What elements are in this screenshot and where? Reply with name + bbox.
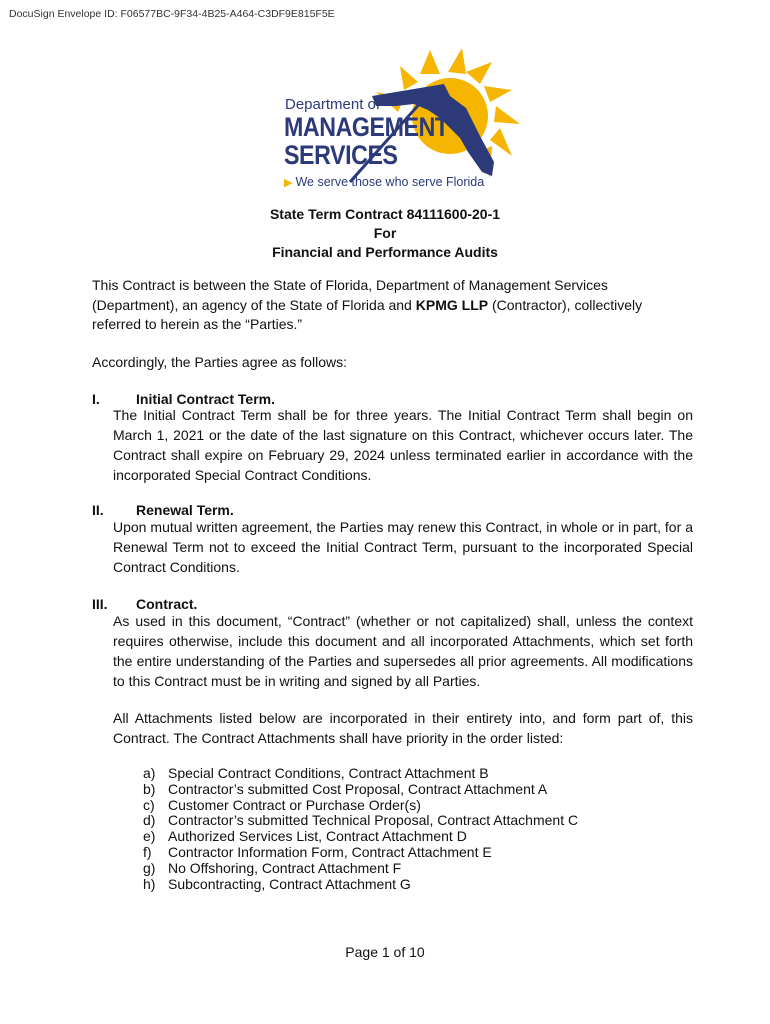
list-item-text: Authorized Services List, Contract Attachment D [168, 828, 467, 845]
section-1-number: I. [92, 391, 100, 407]
section-3-title: Contract. [136, 596, 198, 612]
list-item-text: No Offshoring, Contract Attachment F [168, 859, 402, 876]
accordingly-paragraph: Accordingly, the Parties agree as follows: [92, 354, 347, 370]
section-3-body: As used in this document, “Contract” (whether or not capitalized) shall, unless the context requires otherwise, include this document and all incorporated Attachments, which set forth the entire understanding of the Parties and supersedes all prior agreements. All modifications to this Contract must be in writing and signed by all Parties. [113, 613, 693, 689]
section-3-number: III. [92, 596, 108, 612]
intro-text-2: (Contractor), collectively referred to herein as the “Parties.” [92, 296, 643, 332]
page-number: Page 1 of 10 [345, 944, 425, 960]
list-item-label: a) [143, 765, 156, 781]
section-3-body-2: All Attachments listed below are incorporated in their entirety into, and form part of, this Contract. The Contract Attachments shall have priority in the order listed: [113, 710, 693, 746]
list-item [143, 877, 578, 893]
list-item-label: b) [143, 780, 156, 797]
section-2-number: II. [92, 502, 104, 518]
list-item [143, 845, 578, 861]
logo-services: SERVICES [284, 140, 398, 170]
list-item-label: h) [143, 875, 156, 892]
section-1-body: The Initial Contract Term shall be for three years. The Initial Contract Term shall begin on March 1, 2021 or the date of the last signature on this Contract, whichever occurs later. The Contract shall expire on February 29, 2024 unless terminated earlier in accordance with the incorporated Special Contract Conditions. [113, 407, 693, 483]
contract-title [0, 205, 770, 262]
section-2-heading [92, 502, 234, 518]
list-item [143, 766, 578, 782]
play-triangle-icon: ▶ [284, 177, 293, 189]
list-item [143, 829, 578, 845]
logo-management: MANAGEMENT [284, 112, 449, 142]
attachments-list [143, 766, 578, 892]
logo-tagline-text: We serve those who serve Florida [295, 175, 485, 189]
list-item-label: d) [143, 812, 156, 829]
list-item-text: Contractor’s submitted Technical Proposal, Contract Attachment C [168, 812, 579, 829]
list-item-label: g) [143, 859, 156, 876]
list-item-text: Subcontracting, Contract Attachment G [168, 875, 411, 892]
list-item-label: f) [143, 843, 152, 860]
section-2-body: Upon mutual written agreement, the Parties may renew this Contract, in whole or in part, for a Renewal Term not to exceed the Initial Contract Term, pursuant to the incorporated Special Contract Conditions. [113, 519, 693, 575]
section-3-heading [92, 596, 197, 612]
list-item-label: e) [143, 828, 156, 845]
list-item [143, 798, 578, 814]
list-item [143, 861, 578, 877]
list-item-text: Contractor Information Form, Contract Attachment E [168, 843, 492, 860]
list-item [143, 813, 578, 829]
docusign-envelope-id: DocuSign Envelope ID: F06577BC-9F34-4B25-A464-C3DF9E815F5E [9, 8, 335, 20]
title-line-3: Financial and Performance Audits [272, 244, 498, 260]
section-1-title: Initial Contract Term. [136, 391, 275, 407]
list-item-text: Contractor’s submitted Cost Proposal, Contract Attachment A [168, 780, 548, 797]
list-item [143, 782, 578, 798]
logo-department-of: Department of [285, 96, 381, 113]
list-item-text: Special Contract Conditions, Contract Attachment B [168, 765, 489, 781]
intro-text-1: This Contract is between the State of Florida, Department of Management Services (Department), an agency of the State of Florida and [92, 277, 608, 313]
intro-paragraph [92, 276, 692, 335]
title-line-2: For [373, 225, 397, 241]
dms-logo [280, 44, 520, 194]
section-2-title: Renewal Term. [136, 502, 234, 518]
list-item-label: c) [143, 796, 155, 813]
list-item-text: Customer Contract or Purchase Order(s) [168, 796, 421, 813]
contractor-name: KPMG LLP [415, 296, 489, 313]
logo-tagline [284, 175, 484, 189]
title-line-1: State Term Contract 84111600-20-1 [269, 206, 501, 222]
